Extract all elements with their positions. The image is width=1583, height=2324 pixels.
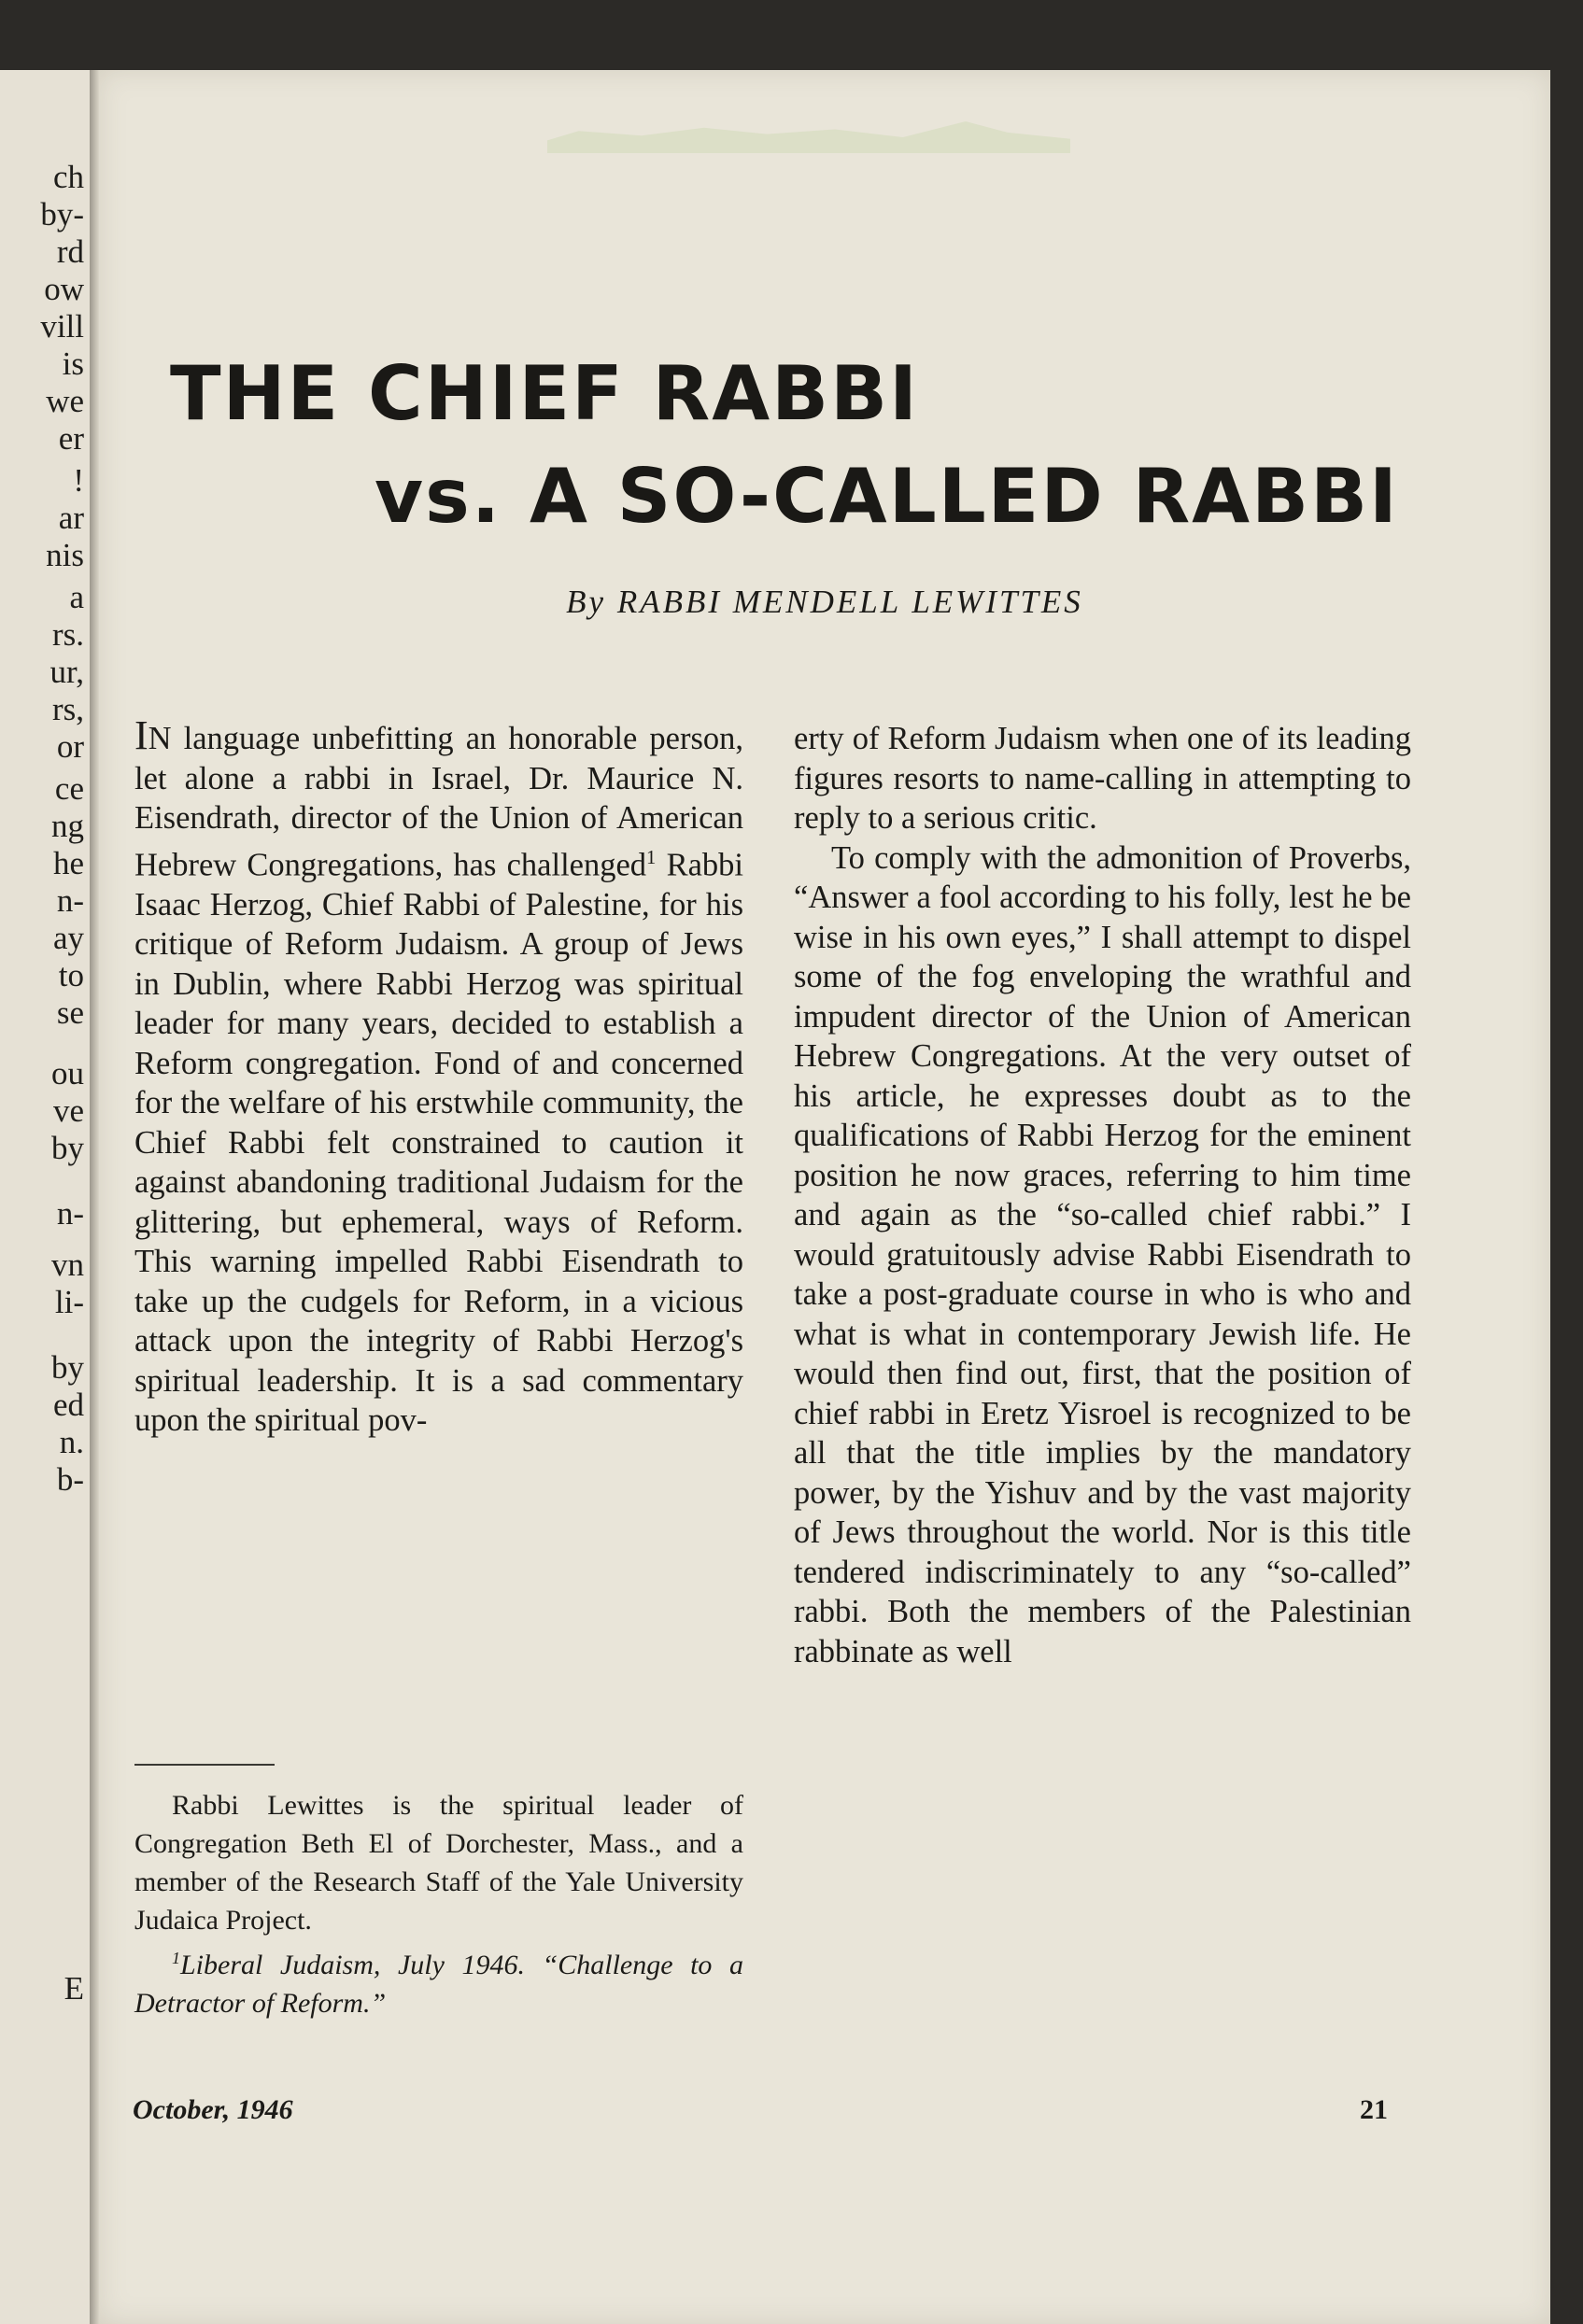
left-page-text-fragment: he [52,845,84,881]
left-page-text-fragment: rs. [51,616,84,653]
left-page-text-fragment: or [56,728,84,765]
page-number: 21 [1360,2094,1388,2125]
left-page-text-fragment: vn [51,1247,84,1283]
body-column-right [794,719,1411,1671]
left-page-text-fragment: nis [46,537,84,573]
left-page-text-fragment: ch [52,159,84,195]
drop-cap: I [134,712,148,758]
left-page-text-fragment: ed [52,1387,84,1423]
footnotes [134,1786,743,2022]
left-page-text-fragment: rs, [51,691,84,727]
left-page-text-fragment: vill [40,308,84,345]
body-column-left [134,712,743,1441]
left-page-text-fragment: ou [51,1055,84,1092]
left-page-text-fragment: ng [51,808,84,844]
left-page-text-fragment: ! [73,462,84,499]
paragraph-text: Rabbi Isaac Herzog, Chief Rabbi of Palestine, for his critique of Reform Judaism. A group of Jews in Dublin, where Rabbi Herzog was spiritual leader for many years, decided to establish a Reform congregation. Fond of and concerned for the welfare of his erstwhile community, the Chief Rabbi felt constrained to caution it against abandoning traditional Judaism for the glittering, but ephemeral, ways of Reform. This warning impelled Rabbi Eisendrath to take up the cudgels for Reform, in a vicious attack upon the integrity of Rabbi Herzog's spiritual leadership. It is a sad commentary upon the spiritual pov- [134,847,743,1438]
left-page-text-fragment: ce [54,770,84,807]
left-page-fragment [0,70,90,2324]
left-page-text-fragment: se [56,994,84,1031]
left-page-text-fragment: by- [40,196,84,232]
footnote-ref-text: Liberal Judaism, July 1946. “Challenge to a Detractor of Reform.” [134,1950,743,2019]
left-page-text-fragment: ow [44,271,84,307]
footnote-ref-marker: 1 [172,1949,180,1967]
left-page-text-fragment: ar [58,500,84,536]
left-page-text-fragment: E [64,1970,84,2007]
left-page-text-fragment: by [51,1349,84,1386]
left-page-text-fragment: rd [56,233,84,270]
paragraph [134,712,743,1441]
paragraph: erty of Reform Judaism when one of its leading figures resorts to name-calling in attempting to reply to a serious critic. [794,721,1411,836]
left-page-text-fragment: er [58,420,84,457]
torn-edge [547,121,1070,153]
article-title-line1: THE CHIEF RABBI [170,350,919,437]
footnote-divider [134,1764,275,1766]
left-page-text-fragment: we [46,383,84,419]
left-page-text-fragment: ay [52,920,84,956]
left-page-text-fragment: n- [56,882,84,919]
left-page-text-fragment: by [51,1130,84,1166]
left-page-text-fragment: ve [52,1092,84,1129]
left-page-text-fragment: li- [54,1284,84,1320]
issue-date: October, 1946 [133,2094,293,2125]
footnote-author: Rabbi Lewittes is the spiritual leader of Congregation Beth El of Dorchester, Mass., and a member of the Research Staff of the Yale University Judaica Project. [134,1790,743,1936]
left-page-text-fragment: is [62,345,84,382]
article-byline: By RABBI MENDELL LEWITTES [566,584,1083,620]
paragraph-text: N language unbefitting an honorable person, let alone a rabbi in Israel, Dr. Maurice N. Eisendrath, director of the Union of American Hebrew Congregations, has challenged [134,721,743,882]
left-page-text-fragment: b- [56,1461,84,1498]
magazine-page [99,70,1550,2324]
left-page-text-fragment: n. [59,1424,84,1460]
paragraph: To comply with the admonition of Proverbs, “Answer a fool according to his folly, lest he be wise in his own eyes,” I shall attempt to dispel some of the fog enveloping the wrathful and impudent director of the Union of American Hebrew Congregations. At the very outset of his article, he expresses doubt as to the qualifications of Rabbi Herzog for the eminent position he now graces, referring to him time and again as the “so-called chief rabbi.” I would gratuitously advise Rabbi Eisendrath to take a post-graduate course in who is who and what is what in contemporary Jewish life. He would then find out, first, that the position of chief rabbi in Eretz Yisroel is recognized to be all that the title implies by the mandatory power, by the Yishuv and by the vast majority of Jews throughout the world. Nor is this title tendered indiscriminately to any “so-called” rabbi. Both the members of the Palestinian rabbinate as well [794,839,1411,1669]
left-page-text-fragment: n- [56,1195,84,1232]
article-title-line2: vs. A SO-CALLED RABBI [375,453,1399,540]
left-page-text-fragment: a [69,579,84,615]
footnote-reference [134,1939,743,2022]
page-gutter [90,70,99,2324]
left-page-text-fragment: ur, [49,654,84,690]
footnote-marker: 1 [646,847,657,868]
left-page-text-fragment: to [58,957,84,993]
